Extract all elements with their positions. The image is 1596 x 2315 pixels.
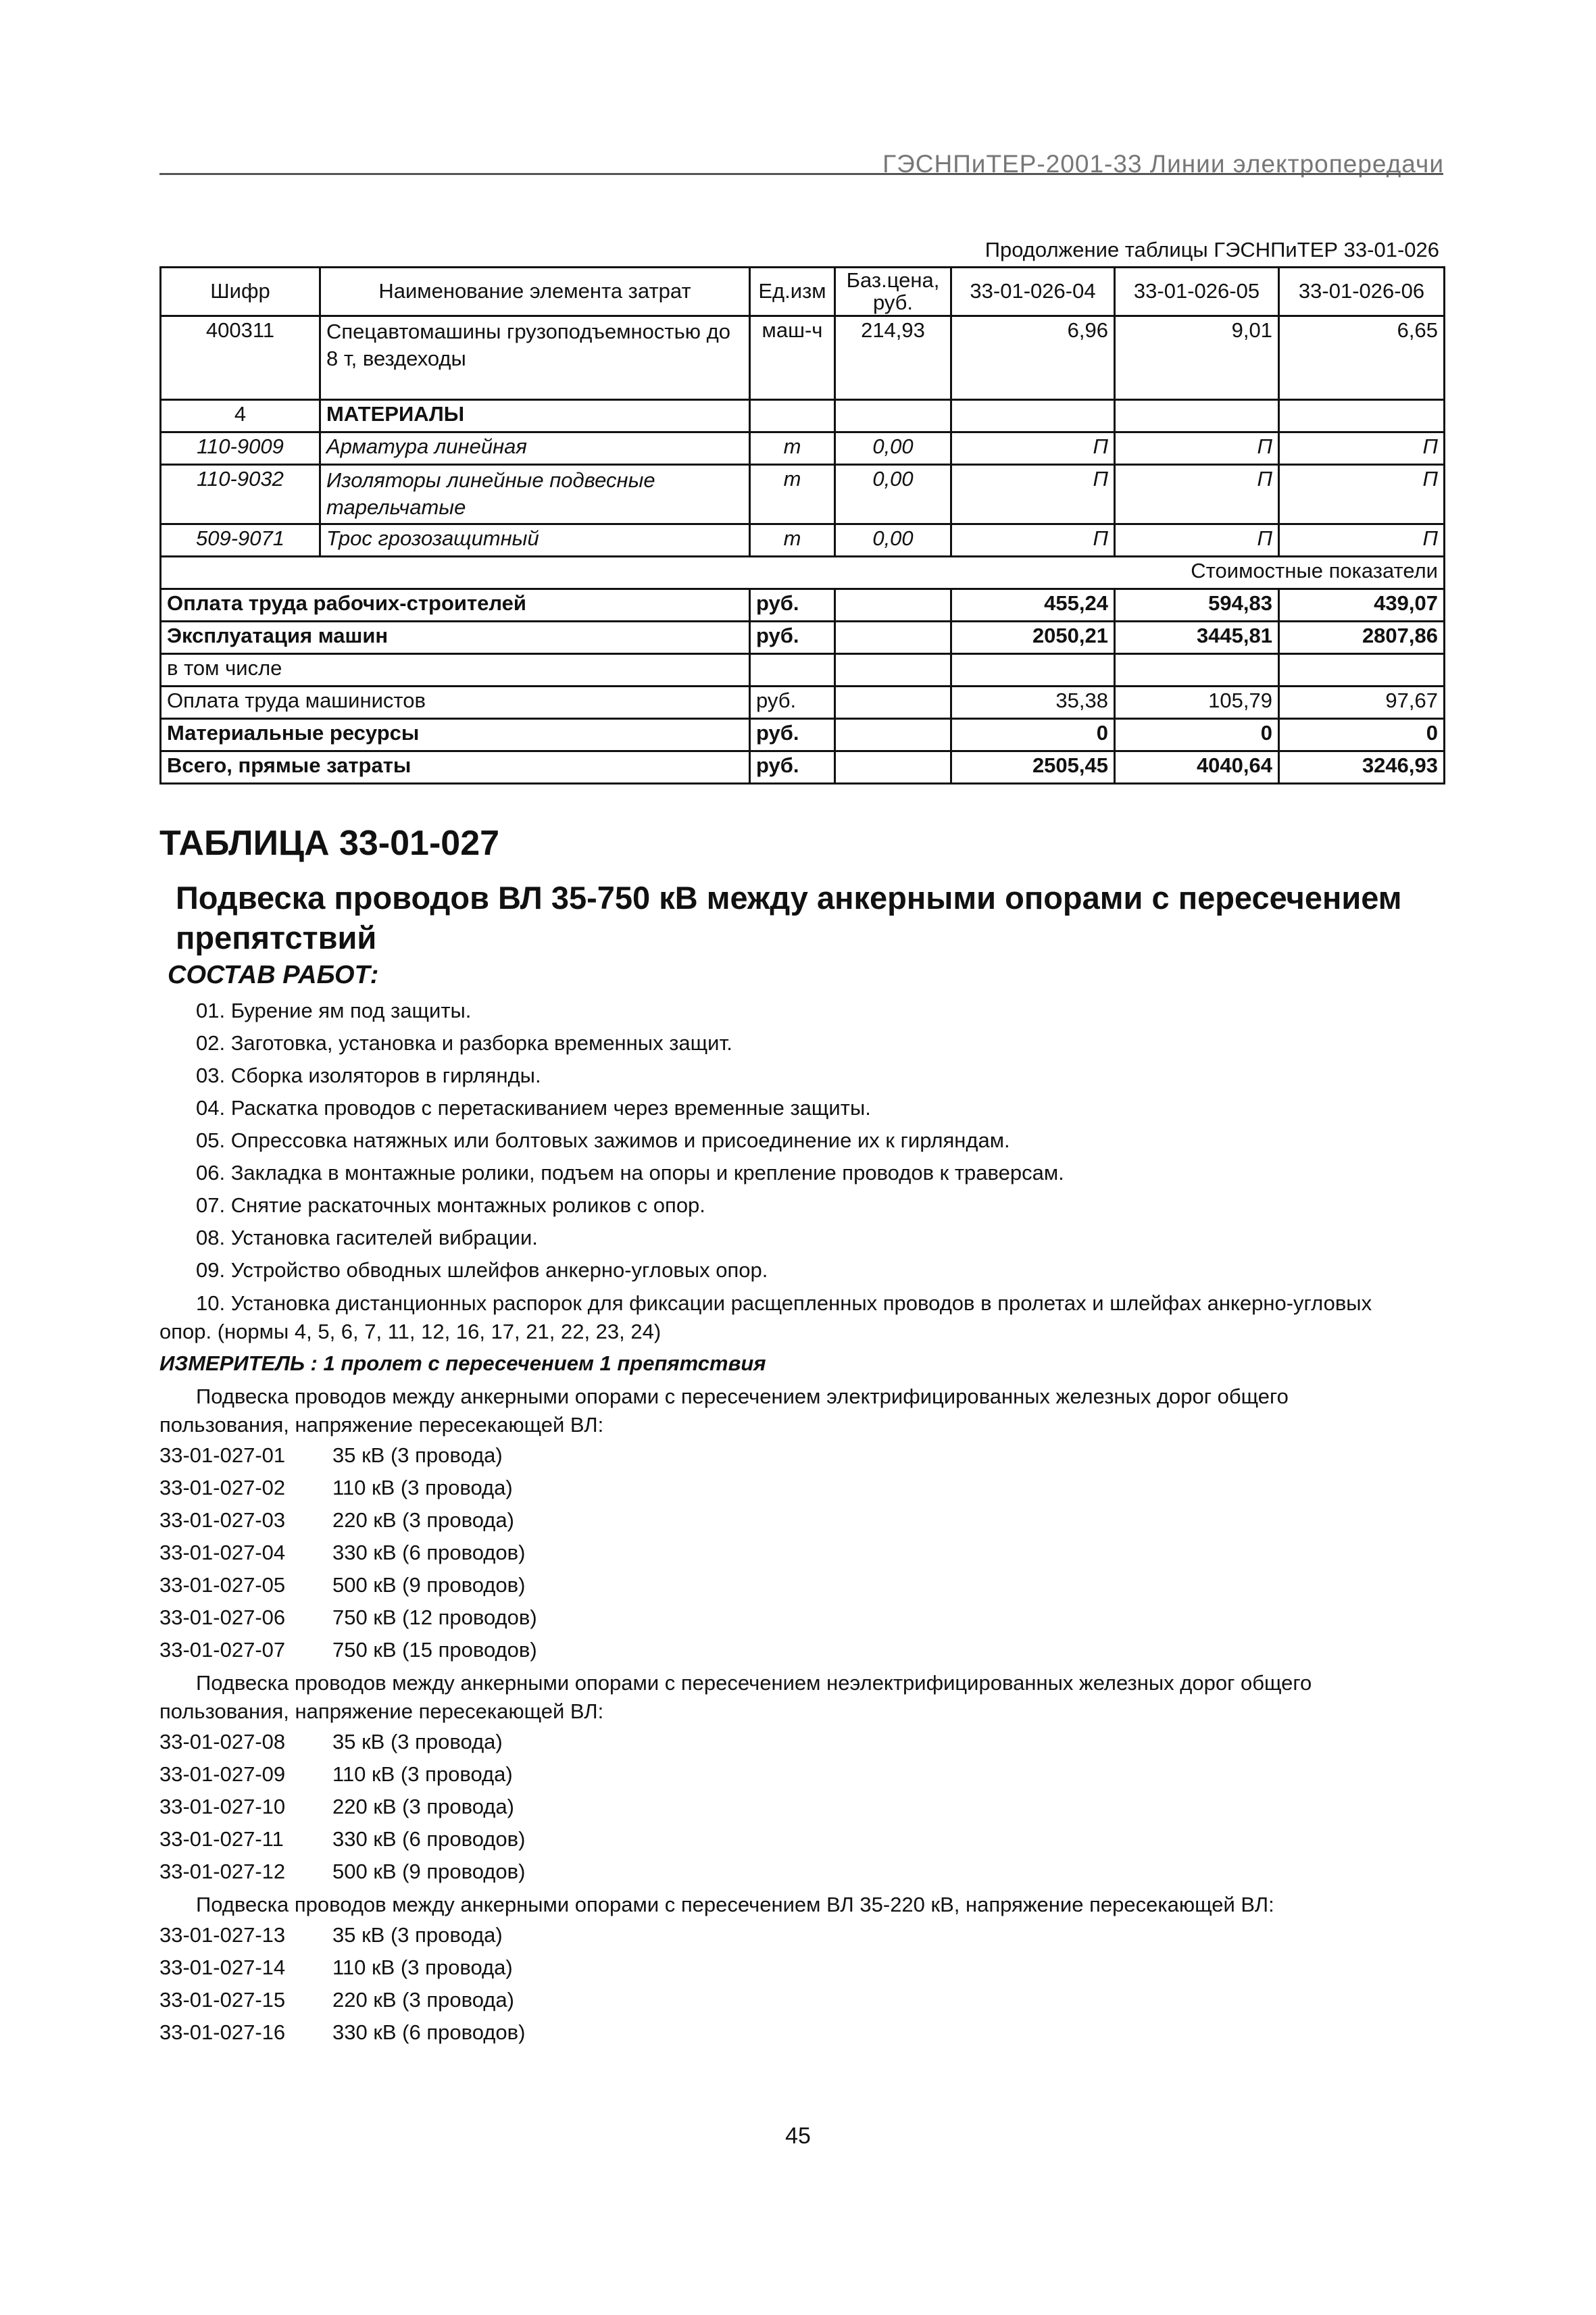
norm-desc: 750 кВ (12 проводов) xyxy=(332,1605,537,1629)
header-col-05: 33-01-026-05 xyxy=(1115,268,1279,316)
norm-desc: 330 кВ (6 проводов) xyxy=(332,2020,526,2044)
cost-row xyxy=(161,718,1445,751)
cell-unit: руб. xyxy=(750,589,835,621)
cell-v1: 455,24 xyxy=(951,589,1115,621)
cell-v3: 0 xyxy=(1279,718,1445,751)
work-step: 04. Раскатка проводов с перетаскиванием через временные защиты. xyxy=(196,1096,871,1120)
table-continuation-caption: Продолжение таблицы ГЭСНПиТЕР 33-01-026 xyxy=(984,238,1439,262)
cost-indicators-row xyxy=(161,556,1445,589)
cell-v2: 105,79 xyxy=(1115,686,1279,718)
cell-price: 0,00 xyxy=(835,524,951,556)
norm-code: 33-01-027-15 xyxy=(159,1988,286,2012)
cell-name: Арматура линейная xyxy=(320,432,750,465)
cell-v2: 594,83 xyxy=(1115,589,1279,621)
norm-code: 33-01-027-06 xyxy=(159,1605,286,1629)
cell-v2 xyxy=(1115,653,1279,686)
cell-name: Материальные ресурсы xyxy=(161,718,750,751)
cell-price: 214,93 xyxy=(835,316,951,400)
cell-name: МАТЕРИАЛЫ xyxy=(320,400,750,432)
norm-item xyxy=(159,1601,1443,1634)
header-rule xyxy=(159,173,1443,175)
cell-v2: П xyxy=(1115,432,1279,465)
norm-item xyxy=(159,1823,1443,1856)
group-intro-line1: Подвеска проводов между анкерными опорами с пересечением ВЛ 35-220 кВ, напряжение пересекающей ВЛ: xyxy=(196,1893,1274,1916)
norm-code: 33-01-027-12 xyxy=(159,1860,286,1883)
cost-row xyxy=(161,686,1445,718)
works-label: СОСТАВ РАБОТ: xyxy=(168,961,379,989)
work-step-10-line2: опор. (нормы 4, 5, 6, 7, 11, 12, 16, 17, 21, 22, 23, 24) xyxy=(159,1320,662,1343)
header-code: Шифр xyxy=(161,268,320,316)
cell-unit: руб. xyxy=(750,621,835,653)
group-intro-line1: Подвеска проводов между анкерными опорами с пересечением электрифицированных железных дорог общего xyxy=(196,1385,1289,1408)
group-intro xyxy=(159,1383,1443,1439)
norm-code: 33-01-027-02 xyxy=(159,1476,286,1499)
header-unit: Ед.изм xyxy=(750,268,835,316)
cell-v2: 0 xyxy=(1115,718,1279,751)
norm-item xyxy=(159,1537,1443,1569)
cell-name: Оплата труда рабочих-строителей xyxy=(161,589,750,621)
material-row xyxy=(161,465,1445,524)
cell-v3: П xyxy=(1279,465,1445,524)
machine-row xyxy=(161,316,1445,400)
material-row xyxy=(161,524,1445,556)
table-title: ТАБЛИЦА 33-01-027 xyxy=(159,824,500,863)
cell-unit: маш-ч xyxy=(750,316,835,400)
norm-desc: 500 кВ (9 проводов) xyxy=(332,1573,526,1597)
work-step: 09. Устройство обводных шлейфов анкерно-угловых опор. xyxy=(196,1258,768,1282)
norm-item xyxy=(159,1919,1443,1951)
norm-code: 33-01-027-07 xyxy=(159,1638,286,1662)
norm-code: 33-01-027-03 xyxy=(159,1508,286,1532)
cell-v3: 2807,86 xyxy=(1279,621,1445,653)
cell-unit: т xyxy=(750,524,835,556)
cell-v3: 439,07 xyxy=(1279,589,1445,621)
cell-unit: т xyxy=(750,432,835,465)
cell-v1 xyxy=(951,653,1115,686)
cell-name: Трос грозозащитный xyxy=(320,524,750,556)
cell-code: 110-9009 xyxy=(161,432,320,465)
header-col-06: 33-01-026-06 xyxy=(1279,268,1445,316)
cell-v3: 3246,93 xyxy=(1279,751,1445,783)
cost-row xyxy=(161,589,1445,621)
norm-desc: 110 кВ (3 провода) xyxy=(332,1956,513,1979)
cell-v2: П xyxy=(1115,524,1279,556)
running-header: ГЭСНПиТЕР-2001-33 Линии электропередачи xyxy=(882,150,1444,178)
norm-desc: 220 кВ (3 провода) xyxy=(332,1508,514,1532)
norm-code: 33-01-027-11 xyxy=(159,1827,284,1851)
work-step: 08. Установка гасителей вибрации. xyxy=(196,1226,538,1249)
cost-row xyxy=(161,621,1445,653)
cell-v3: П xyxy=(1279,524,1445,556)
work-step: 07. Снятие раскаточных монтажных роликов с опор. xyxy=(196,1193,705,1217)
norm-code: 33-01-027-04 xyxy=(159,1541,286,1564)
norm-desc: 220 кВ (3 провода) xyxy=(332,1795,514,1818)
table-header-row xyxy=(161,268,1445,316)
norm-code: 33-01-027-01 xyxy=(159,1443,286,1467)
norm-code: 33-01-027-10 xyxy=(159,1795,286,1818)
norm-desc: 110 кВ (3 провода) xyxy=(332,1762,513,1786)
norm-item xyxy=(159,1569,1443,1601)
cost-row-total xyxy=(161,751,1445,783)
group-intro xyxy=(159,1669,1443,1726)
norm-item xyxy=(159,1758,1443,1791)
norm-item xyxy=(159,2016,1443,2049)
norm-code: 33-01-027-14 xyxy=(159,1956,286,1979)
cell-name: в том числе xyxy=(161,653,750,686)
norm-desc: 330 кВ (6 проводов) xyxy=(332,1827,526,1851)
cell-v2: 4040,64 xyxy=(1115,751,1279,783)
materials-header-row xyxy=(161,400,1445,432)
cell-name: Оплата труда машинистов xyxy=(161,686,750,718)
cell-v3 xyxy=(1279,653,1445,686)
cell-name: Всего, прямые затраты xyxy=(161,751,750,783)
work-step-10 xyxy=(159,1289,1443,1346)
cell-unit: руб. xyxy=(750,718,835,751)
norm-code: 33-01-027-13 xyxy=(159,1923,286,1947)
cost-row xyxy=(161,653,1445,686)
group-intro-line1: Подвеска проводов между анкерными опорами с пересечением неэлектрифицированных железных дорог общего xyxy=(196,1671,1312,1695)
group-intro xyxy=(159,1891,1443,1919)
cell-price: 0,00 xyxy=(835,465,951,524)
cell-name: Изоляторы линейные подвесные тарельчатые xyxy=(320,465,750,524)
norm-desc: 220 кВ (3 провода) xyxy=(332,1988,514,2012)
cell-v3: 6,65 xyxy=(1279,316,1445,400)
page-number: 45 xyxy=(785,2123,811,2149)
cell-code: 110-9032 xyxy=(161,465,320,524)
norm-code: 33-01-027-08 xyxy=(159,1730,286,1753)
norm-desc: 35 кВ (3 провода) xyxy=(332,1923,503,1947)
material-row xyxy=(161,432,1445,465)
cell-name: Спецавтомашины грузоподъемностью до 8 т, вездеходы xyxy=(320,316,750,400)
cell-v3: П xyxy=(1279,432,1445,465)
group-intro-line2: пользования, напряжение пересекающей ВЛ: xyxy=(159,1413,604,1437)
cell-price: 0,00 xyxy=(835,432,951,465)
norm-item xyxy=(159,1726,1443,1758)
cell-unit xyxy=(750,653,835,686)
cell-name: Эксплуатация машин xyxy=(161,621,750,653)
cell-v1: 2050,21 xyxy=(951,621,1115,653)
header-col-04: 33-01-026-04 xyxy=(951,268,1115,316)
cell-v1: П xyxy=(951,465,1115,524)
header-name: Наименование элемента затрат xyxy=(320,268,750,316)
norm-desc: 35 кВ (3 провода) xyxy=(332,1443,503,1467)
meter-label: ИЗМЕРИТЕЛЬ : 1 пролет с пересечением 1 препятствия xyxy=(159,1351,766,1375)
group-intro-line2: пользования, напряжение пересекающей ВЛ: xyxy=(159,1699,604,1723)
table-subtitle: Подвеска проводов ВЛ 35-750 кВ между анкерными опорами с пересечением препятствий xyxy=(176,880,1402,955)
cell-unit: руб. xyxy=(750,751,835,783)
norm-code: 33-01-027-16 xyxy=(159,2020,286,2044)
norm-desc: 750 кВ (15 проводов) xyxy=(332,1638,537,1662)
cell-code: 400311 xyxy=(161,316,320,400)
cost-table xyxy=(159,266,1445,785)
norm-code: 33-01-027-05 xyxy=(159,1573,286,1597)
cell-v2: П xyxy=(1115,465,1279,524)
norm-desc: 35 кВ (3 провода) xyxy=(332,1730,503,1753)
cell-v1: П xyxy=(951,432,1115,465)
cell-v1: 2505,45 xyxy=(951,751,1115,783)
cell-v2: 9,01 xyxy=(1115,316,1279,400)
cost-indicators-label: Стоимостные показатели xyxy=(161,556,1445,589)
work-step: 05. Опрессовка натяжных или болтовых зажимов и присоединение их к гирляндам. xyxy=(196,1128,1010,1152)
norm-item xyxy=(159,1504,1443,1537)
cell-unit: т xyxy=(750,465,835,524)
norm-item xyxy=(159,1791,1443,1823)
norm-item xyxy=(159,1634,1443,1666)
cell-v2: 3445,81 xyxy=(1115,621,1279,653)
cell-v3: 97,67 xyxy=(1279,686,1445,718)
work-step: 03. Сборка изоляторов в гирлянды. xyxy=(196,1064,541,1087)
norm-desc: 110 кВ (3 провода) xyxy=(332,1476,513,1499)
norm-item xyxy=(159,1472,1443,1504)
norm-item xyxy=(159,1951,1443,1984)
cell-v1: 0 xyxy=(951,718,1115,751)
norm-desc: 330 кВ (6 проводов) xyxy=(332,1541,526,1564)
cell-code: 509-9071 xyxy=(161,524,320,556)
work-step: 01. Бурение ям под защиты. xyxy=(196,999,472,1022)
document-body xyxy=(159,995,1443,2049)
cell-v1: П xyxy=(951,524,1115,556)
norm-desc: 500 кВ (9 проводов) xyxy=(332,1860,526,1883)
work-step: 02. Заготовка, установка и разборка временных защит. xyxy=(196,1031,732,1055)
cell-code: 4 xyxy=(161,400,320,432)
cell-unit: руб. xyxy=(750,686,835,718)
header-price: Баз.цена, руб. xyxy=(835,268,951,316)
norm-item xyxy=(159,1856,1443,1888)
norm-item xyxy=(159,1984,1443,2016)
norm-item xyxy=(159,1439,1443,1472)
cell-v1: 35,38 xyxy=(951,686,1115,718)
work-step: 06. Закладка в монтажные ролики, подъем на опоры и крепление проводов к траверсам. xyxy=(196,1161,1064,1185)
work-step-10-line1: 10. Установка дистанционных распорок для фиксации расщепленных проводов в пролетах и шлейфах анкерно-угловых xyxy=(196,1291,1372,1315)
cell-v1: 6,96 xyxy=(951,316,1115,400)
norm-code: 33-01-027-09 xyxy=(159,1762,286,1786)
